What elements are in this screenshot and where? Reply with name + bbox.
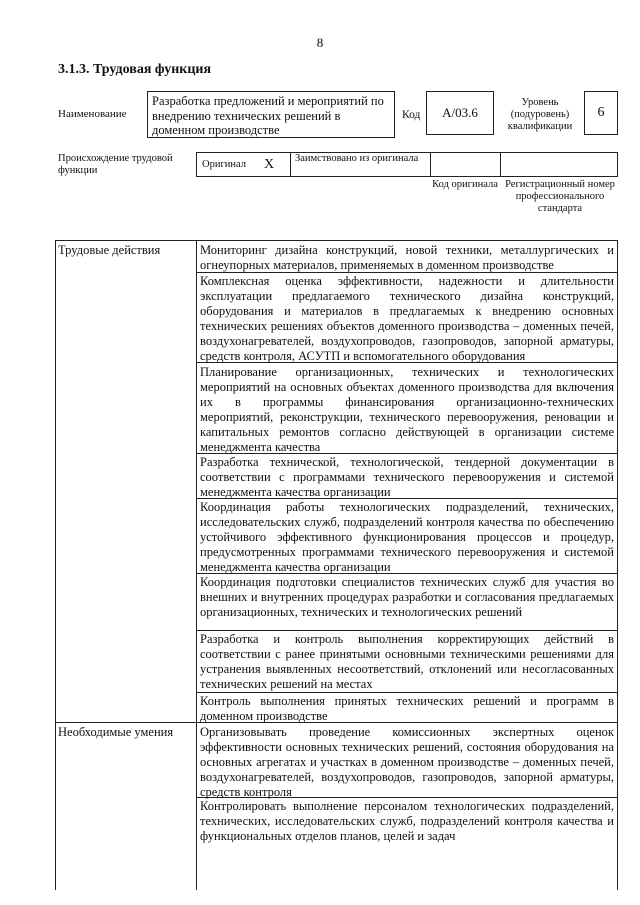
skill-item: Организовывать проведение комиссионных экспертных оценок эффективности основных технических решений, состояния оборудования на основных агрегатах и участках в доменном производстве – доменных печей, воздухонагревателей, воздухопроводов, газопроводов, запорной арматуры, средств контроля	[200, 725, 614, 799]
labor-actions-label: Трудовые действия	[58, 243, 161, 257]
page-number: 8	[316, 35, 324, 50]
labor-action-item: Разработка технической, технологической, тендерной документации в соответствии с программами технического перевооружения и системой менеджмента качества организации	[200, 455, 614, 499]
name-label: Наименование	[58, 108, 127, 120]
skill-item: Контролировать выполнение персоналом технологических подразделений, технических, исследовательских служб, подразделений контроля качества и функциональных отделов планов, целей и задач	[200, 799, 614, 843]
labor-action-item: Координация работы технологических подразделений, технических, исследовательских служб, подразделений контроля качества по обеспечению устойчивого эффективного функционирования процессов и процедур, предусмотренных программами технического перевооружения и системой менеджмента качества организации	[200, 500, 614, 574]
original-cell	[197, 153, 291, 176]
borrowed-cell	[291, 153, 431, 176]
reg-number-caption: Регистрационный номер профессионального стандарта	[505, 179, 615, 214]
section-title: 3.1.3. Трудовая функция	[58, 62, 212, 77]
level-value-box	[584, 91, 618, 135]
code-value-box	[426, 91, 494, 135]
labor-action-item: Координация подготовки специалистов технических служб для участия во внешних и внутренних процедурах разработки и согласования предлагаемых организационных, технических и технологических решений	[200, 575, 614, 619]
labor-action-item: Комплексная оценка эффективности, надежности и длительности эксплуатации предлагаемого технического дизайна конструкций, оборудования и материалов в предлагаемых к внедрению основных технических решениях объектов доменного производства – доменных печей, воздухонагревателей, воздухопроводов, газопроводов, запорной арматуры, средств контроля, АСУТП и вспомогательного оборудования	[200, 274, 614, 363]
reg-number-cell	[501, 153, 617, 176]
level-label: Уровень (подуровень) квалификации	[507, 97, 573, 132]
origin-row	[196, 152, 618, 177]
borrowed-label: Заимствовано из оригинала	[295, 153, 419, 164]
row-separator	[196, 692, 618, 693]
code-value: A/03.6	[442, 105, 478, 120]
origin-label: Происхождение трудовой функции	[58, 153, 173, 176]
level-value: 6	[597, 105, 605, 120]
name-value-box	[147, 91, 395, 138]
code-original-cell	[431, 153, 501, 176]
row-separator	[196, 630, 618, 631]
labor-action-item: Контроль выполнения принятых технических решений и программ в доменном производстве	[200, 694, 614, 723]
name-value: Разработка предложений и мероприятий по внедрению технических решений в доменном производстве	[152, 94, 384, 137]
labor-action-item: Мониторинг дизайна конструкций, новой техники, металлургических и огнеупорных материалов, применяемых в доменном производстве	[200, 243, 614, 272]
labor-action-item: Разработка и контроль выполнения корректирующих действий в соответствии с ранее принятыми основными техническими решениями для устранения выявленных несоответствий, отклонений или несогласованных технических решений на местах	[200, 632, 614, 691]
skills-label: Необходимые умения	[58, 725, 174, 739]
code-original-caption: Код оригинала	[432, 179, 498, 190]
table-divider	[196, 240, 197, 890]
original-mark: X	[264, 157, 275, 172]
code-label: Код	[402, 109, 421, 121]
labor-action-item: Планирование организационных, технических и технологических мероприятий на основных объектах доменного производства для включения их в программы финансирования организационно-технических мероприятий, реконструкции, технического перевооружения, реновации и капитальных ремонтов согласно действующей в организации системе менеджмента качества	[200, 365, 614, 454]
original-label: Оригинал	[202, 159, 246, 170]
